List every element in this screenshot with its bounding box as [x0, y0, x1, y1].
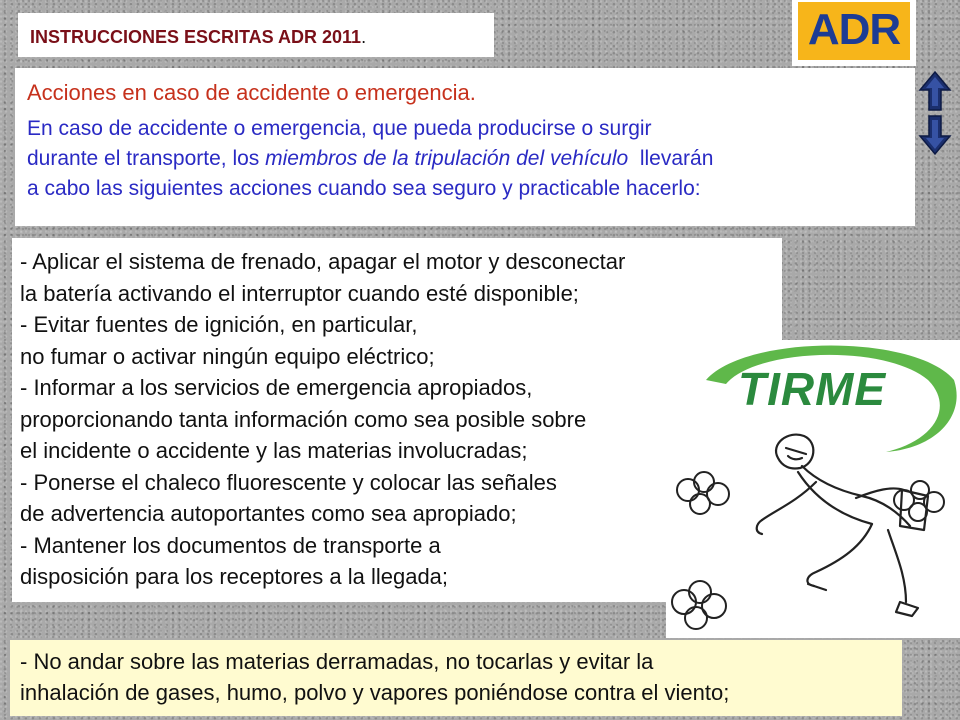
intro-paragraph: [27, 114, 915, 204]
tirme-logo-text: TIRME: [738, 363, 887, 415]
smoke-cloud-left: [672, 472, 729, 629]
slide-title-suffix: .: [361, 27, 367, 47]
intro-line-1: En caso de accidente o emergencia, que pueda producirse o surgir: [27, 117, 652, 140]
intro-line-2-italic: miembros de la tripulación del vehículo: [265, 147, 629, 170]
intro-line-2-start: durante el transporte, los: [27, 147, 266, 170]
action-line: - Informar a los servicios de emergencia apropiados,: [20, 375, 533, 400]
slide-title: [18, 13, 494, 57]
nav-arrows: [918, 70, 952, 156]
tirme-cartoon: [666, 340, 960, 638]
footer-panel: [10, 640, 902, 716]
arrow-down-icon[interactable]: [920, 116, 950, 154]
slide-title-text: INSTRUCCIONES ESCRITAS ADR 2011: [30, 27, 362, 47]
action-line: - Mantener los documentos de transporte a: [20, 532, 441, 558]
action-line: de advertencia autoportantes como sea apropiado;: [20, 501, 517, 526]
action-line: la batería activando el interruptor cuando esté disponible;: [20, 280, 579, 306]
adr-logo: [792, 0, 916, 66]
action-line: no fumar o activar ningún equipo eléctrico;: [20, 343, 435, 369]
intro-line-2-end: llevarán: [628, 147, 714, 170]
intro-heading: Acciones en caso de accidente o emergencia.: [27, 80, 476, 105]
action-line: - Evitar fuentes de ignición, en particular,: [20, 312, 418, 337]
adr-logo-text: ADR: [807, 5, 901, 54]
action-line: el incidente o accidente y las materias involucradas;: [20, 438, 528, 463]
intro-line-3: a cabo las siguientes acciones cuando sea seguro y practicable hacerlo:: [27, 177, 701, 200]
footer-line: inhalación de gases, humo, polvo y vapores poniéndose contra el viento;: [20, 680, 730, 705]
action-line: disposición para los receptores a la llegada;: [20, 564, 449, 589]
arrow-up-icon[interactable]: [920, 72, 950, 110]
action-line: - Ponerse el chaleco fluorescente y colocar las señales: [20, 469, 557, 495]
running-man: [757, 435, 928, 616]
slide-navigation: [918, 70, 952, 156]
action-line: - Aplicar el sistema de frenado, apagar el motor y desconectar: [20, 249, 626, 274]
action-line: proporcionando tanta información como sea posible sobre: [20, 406, 587, 432]
footer-line: - No andar sobre las materias derramadas, no tocarlas y evitar la: [20, 649, 654, 674]
intro-panel: [15, 68, 915, 226]
